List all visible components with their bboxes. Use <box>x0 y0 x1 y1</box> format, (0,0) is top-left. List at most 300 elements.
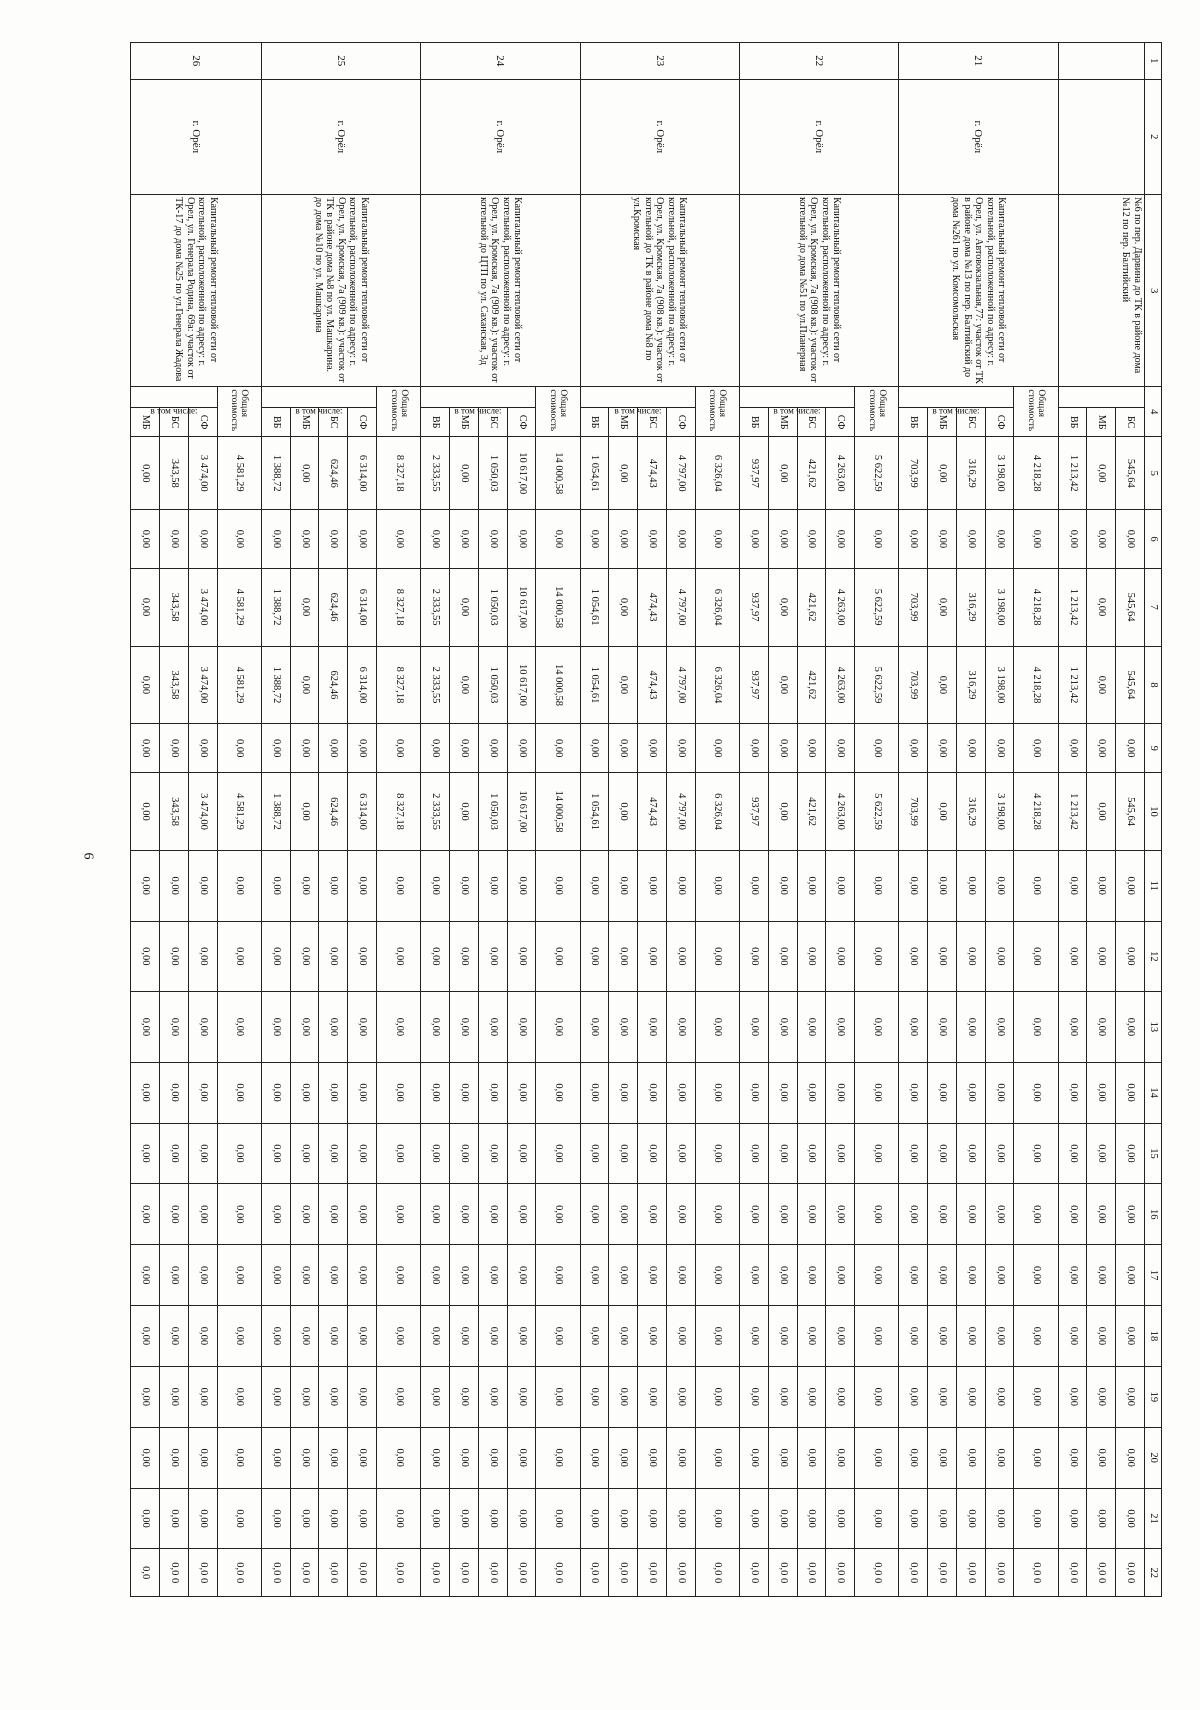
value-cell: 0,00 <box>609 1488 638 1549</box>
value-cell: 474,43 <box>638 437 667 510</box>
value-cell: 0,00 <box>666 1062 695 1123</box>
value-cell: 0,00 <box>160 724 189 773</box>
value-cell: 5 622,59 <box>855 568 899 646</box>
value-cell: 0,0 0 <box>768 1549 797 1597</box>
value-cell: 0,00 <box>768 1366 797 1427</box>
item-number: 24 <box>421 43 580 80</box>
value-cell: 0,00 <box>160 1245 189 1306</box>
value-cell: 0,00 <box>131 1306 160 1367</box>
value-cell: 0,00 <box>1087 1184 1116 1245</box>
value-cell: 0,00 <box>217 1184 261 1245</box>
value-cell: 0,00 <box>377 992 421 1063</box>
value-cell: 0,00 <box>421 1184 450 1245</box>
value-cell: 703,99 <box>899 646 928 724</box>
value-cell: 0,00 <box>899 1245 928 1306</box>
value-cell: 0,00 <box>160 1366 189 1427</box>
value-cell: 0,00 <box>855 1488 899 1549</box>
value-cell: 1 054,61 <box>580 646 609 724</box>
value-cell: 1 213,42 <box>1058 646 1087 724</box>
value-cell: 0,00 <box>131 724 160 773</box>
value-cell: 3 198,00 <box>985 568 1014 646</box>
value-cell: 0,00 <box>1116 724 1145 773</box>
value-cell: 0,00 <box>160 1488 189 1549</box>
value-cell: 0,00 <box>638 1427 667 1488</box>
value-cell: 0,0 0 <box>928 1549 957 1597</box>
value-cell: 0,00 <box>928 773 957 851</box>
column-number: 18 <box>1145 1306 1162 1367</box>
value-cell: 1 213,42 <box>1058 773 1087 851</box>
value-cell: 0,00 <box>450 568 479 646</box>
column-number: 10 <box>1145 773 1162 851</box>
including-label <box>421 387 536 416</box>
value-cell: 0,00 <box>217 1062 261 1123</box>
value-cell: 0,00 <box>450 1427 479 1488</box>
value-cell: 0,00 <box>536 1366 580 1427</box>
value-cell: 0,00 <box>290 1062 319 1123</box>
value-cell: 0,00 <box>956 1184 985 1245</box>
funding-source: БС <box>319 408 348 437</box>
value-cell: 0,00 <box>348 850 377 921</box>
value-cell: 0,00 <box>188 1123 217 1184</box>
value-cell: 0,00 <box>478 1062 507 1123</box>
value-cell: 0,00 <box>290 646 319 724</box>
value-cell: 0,00 <box>1087 1427 1116 1488</box>
value-cell: 4 797,00 <box>666 773 695 851</box>
value-cell: 0,00 <box>768 1062 797 1123</box>
value-cell: 0,00 <box>377 1366 421 1427</box>
funding-source: СФ <box>826 408 855 437</box>
value-cell: 0,00 <box>319 992 348 1063</box>
value-cell: 0,0 0 <box>1116 1549 1145 1597</box>
value-cell: 624,46 <box>319 646 348 724</box>
value-cell: 0,0 0 <box>1058 1549 1087 1597</box>
value-cell: 0,00 <box>855 992 899 1063</box>
rotated-table-container <box>130 42 1162 1597</box>
value-cell: 0,00 <box>536 1123 580 1184</box>
value-cell: 1 388,72 <box>261 773 290 851</box>
value-cell: 6 326,04 <box>695 646 739 724</box>
value-cell: 0,00 <box>1014 510 1058 568</box>
value-cell: 0,00 <box>638 510 667 568</box>
value-cell: 0,00 <box>131 437 160 510</box>
item-number-cell <box>1058 43 1144 80</box>
value-cell: 0,00 <box>826 1366 855 1427</box>
value-cell: 0,00 <box>450 1123 479 1184</box>
value-cell: 0,00 <box>797 1245 826 1306</box>
value-cell: 0,00 <box>1087 1488 1116 1549</box>
value-cell: 0,00 <box>319 510 348 568</box>
value-cell: 0,0 0 <box>826 1549 855 1597</box>
value-cell: 0,00 <box>261 1427 290 1488</box>
table-row <box>855 43 899 1597</box>
value-cell: 0,00 <box>797 921 826 992</box>
value-cell: 0,00 <box>928 1306 957 1367</box>
table-row <box>217 43 261 1597</box>
value-cell: 0,00 <box>1087 568 1116 646</box>
value-cell: 0,00 <box>1014 1488 1058 1549</box>
value-cell: 0,00 <box>131 1245 160 1306</box>
value-cell: 0,00 <box>348 724 377 773</box>
value-cell: 0,00 <box>478 992 507 1063</box>
value-cell: 624,46 <box>319 437 348 510</box>
value-cell: 0,00 <box>855 850 899 921</box>
value-cell: 0,00 <box>1087 1062 1116 1123</box>
value-cell: 10 617,00 <box>507 437 536 510</box>
value-cell: 316,29 <box>956 437 985 510</box>
value-cell: 1 050,03 <box>478 437 507 510</box>
value-cell: 0,00 <box>638 1488 667 1549</box>
value-cell: 0,00 <box>1058 1062 1087 1123</box>
value-cell: 0,00 <box>1116 1062 1145 1123</box>
value-cell: 545,64 <box>1116 646 1145 724</box>
including-label-text: в том числе: <box>773 405 821 416</box>
value-cell: 0,00 <box>421 1123 450 1184</box>
value-cell: 0,00 <box>739 1245 768 1306</box>
value-cell: 0,00 <box>985 1427 1014 1488</box>
value-cell: 0,00 <box>695 1245 739 1306</box>
value-cell: 0,00 <box>768 1123 797 1184</box>
value-cell: 0,00 <box>1116 1306 1145 1367</box>
value-cell: 0,0 0 <box>478 1549 507 1597</box>
value-cell: 0,00 <box>507 1184 536 1245</box>
value-cell: 0,00 <box>1058 1306 1087 1367</box>
value-cell: 0,00 <box>450 992 479 1063</box>
value-cell: 0,00 <box>826 510 855 568</box>
value-cell: 0,00 <box>1116 1184 1145 1245</box>
value-cell: 0,00 <box>536 510 580 568</box>
value-cell: 0,00 <box>1087 992 1116 1063</box>
value-cell: 0,00 <box>507 921 536 992</box>
funding-source: БС <box>160 408 189 437</box>
value-cell: 0,00 <box>160 921 189 992</box>
column-number: 8 <box>1145 646 1162 724</box>
value-cell: 0,00 <box>638 1062 667 1123</box>
value-cell: 0,00 <box>826 992 855 1063</box>
value-cell: 316,29 <box>956 646 985 724</box>
value-cell: 0,00 <box>739 724 768 773</box>
value-cell: 0,00 <box>261 1123 290 1184</box>
value-cell: 0,00 <box>478 724 507 773</box>
value-cell: 0,00 <box>421 992 450 1063</box>
value-cell: 0,00 <box>855 510 899 568</box>
value-cell: 0,00 <box>739 1184 768 1245</box>
value-cell: 0,00 <box>160 1184 189 1245</box>
value-cell: 0,00 <box>609 724 638 773</box>
value-cell: 0,00 <box>768 773 797 851</box>
value-cell: 0,00 <box>1058 510 1087 568</box>
value-cell: 0,00 <box>797 510 826 568</box>
value-cell: 0,00 <box>899 1062 928 1123</box>
value-cell: 0,00 <box>131 568 160 646</box>
value-cell: 1 050,03 <box>478 773 507 851</box>
value-cell: 421,62 <box>797 437 826 510</box>
value-cell: 0,00 <box>1116 992 1145 1063</box>
value-cell: 6 314,00 <box>348 773 377 851</box>
value-cell: 0,00 <box>348 992 377 1063</box>
value-cell: 0,00 <box>217 510 261 568</box>
value-cell: 0,0 <box>131 1549 160 1597</box>
value-cell: 0,00 <box>131 646 160 724</box>
value-cell: 0,00 <box>261 1245 290 1306</box>
value-cell: 0,00 <box>928 510 957 568</box>
value-cell: 0,00 <box>131 1488 160 1549</box>
item-number: 21 <box>899 43 1058 80</box>
value-cell: 2 333,55 <box>421 568 450 646</box>
value-cell: 14 000,58 <box>536 773 580 851</box>
value-cell: 0,00 <box>580 1184 609 1245</box>
value-cell: 0,00 <box>507 1427 536 1488</box>
value-cell: 0,00 <box>695 992 739 1063</box>
table-row <box>1116 43 1145 1597</box>
funding-source: МБ <box>290 408 319 437</box>
value-cell: 0,00 <box>450 850 479 921</box>
value-cell: 0,00 <box>638 992 667 1063</box>
value-cell: 0,00 <box>826 1488 855 1549</box>
value-cell: 0,00 <box>450 437 479 510</box>
column-number: 5 <box>1145 437 1162 510</box>
value-cell: 0,00 <box>1116 510 1145 568</box>
column-number: 12 <box>1145 921 1162 992</box>
value-cell: 0,00 <box>609 1062 638 1123</box>
column-number: 19 <box>1145 1366 1162 1427</box>
value-cell: 0,00 <box>319 1306 348 1367</box>
value-cell: 0,00 <box>1058 1123 1087 1184</box>
value-cell: 0,00 <box>478 510 507 568</box>
value-cell: 4 581,29 <box>217 568 261 646</box>
value-cell: 0,00 <box>261 1184 290 1245</box>
funding-source: БС <box>478 408 507 437</box>
value-cell: 0,00 <box>319 724 348 773</box>
value-cell: 0,00 <box>377 921 421 992</box>
value-cell: 0,00 <box>290 1366 319 1427</box>
value-cell: 6 314,00 <box>348 568 377 646</box>
value-cell: 0,00 <box>188 1366 217 1427</box>
value-cell: 0,00 <box>290 921 319 992</box>
value-cell: 0,00 <box>826 1306 855 1367</box>
value-cell: 0,00 <box>290 850 319 921</box>
value-cell: 0,00 <box>739 1062 768 1123</box>
value-cell: 0,00 <box>1087 1366 1116 1427</box>
value-cell: 0,00 <box>188 1184 217 1245</box>
value-cell: 0,00 <box>290 568 319 646</box>
value-cell: 0,00 <box>580 921 609 992</box>
value-cell: 0,00 <box>928 1062 957 1123</box>
value-cell: 0,00 <box>160 992 189 1063</box>
value-cell: 10 617,00 <box>507 773 536 851</box>
value-cell: 4 581,29 <box>217 437 261 510</box>
total-cost-label: Общая стоимость <box>1014 387 1058 437</box>
value-cell: 703,99 <box>899 568 928 646</box>
value-cell: 421,62 <box>797 773 826 851</box>
value-cell: 0,00 <box>290 510 319 568</box>
value-cell: 0,00 <box>478 1123 507 1184</box>
value-cell: 0,00 <box>638 1306 667 1367</box>
value-cell: 0,00 <box>217 1123 261 1184</box>
value-cell: 0,00 <box>377 1123 421 1184</box>
value-cell: 0,00 <box>768 921 797 992</box>
value-cell: 2 333,55 <box>421 437 450 510</box>
value-cell: 0,00 <box>1116 1366 1145 1427</box>
value-cell: 0,00 <box>985 1488 1014 1549</box>
value-cell: 0,00 <box>695 921 739 992</box>
value-cell: 1 388,72 <box>261 646 290 724</box>
value-cell: 0,00 <box>261 1306 290 1367</box>
value-cell: 0,00 <box>1058 1366 1087 1427</box>
value-cell: 0,00 <box>768 1488 797 1549</box>
value-cell: 343,58 <box>160 437 189 510</box>
item-number: 22 <box>739 43 898 80</box>
value-cell: 0,00 <box>985 1306 1014 1367</box>
value-cell: 0,00 <box>1014 1184 1058 1245</box>
value-cell: 0,00 <box>739 850 768 921</box>
value-cell: 0,00 <box>695 510 739 568</box>
value-cell: 0,00 <box>580 1123 609 1184</box>
value-cell: 0,00 <box>421 724 450 773</box>
value-cell: 0,0 0 <box>507 1549 536 1597</box>
value-cell: 0,00 <box>217 1245 261 1306</box>
value-cell: 0,00 <box>131 850 160 921</box>
value-cell: 0,00 <box>580 850 609 921</box>
value-cell: 0,00 <box>290 437 319 510</box>
value-cell: 0,00 <box>956 1306 985 1367</box>
value-cell: 0,0 0 <box>421 1549 450 1597</box>
value-cell: 0,00 <box>188 1245 217 1306</box>
funding-source: БС <box>1116 408 1145 437</box>
value-cell: 3 474,00 <box>188 646 217 724</box>
funding-source: ВБ <box>1058 408 1087 437</box>
repair-program-table <box>130 42 1162 1597</box>
value-cell: 0,00 <box>1014 1427 1058 1488</box>
value-cell: 14 000,58 <box>536 437 580 510</box>
value-cell: 0,00 <box>797 992 826 1063</box>
value-cell: 0,00 <box>826 1427 855 1488</box>
item-number: 23 <box>580 43 739 80</box>
value-cell: 0,00 <box>739 992 768 1063</box>
value-cell: 0,00 <box>666 1123 695 1184</box>
value-cell: 0,00 <box>1014 850 1058 921</box>
value-cell: 6 326,04 <box>695 437 739 510</box>
value-cell: 0,00 <box>609 992 638 1063</box>
funding-source: МБ <box>131 408 160 437</box>
total-cost-label: Общая стоимость <box>855 387 899 437</box>
column-number: 21 <box>1145 1488 1162 1549</box>
value-cell: 0,00 <box>1087 773 1116 851</box>
value-cell: 0,00 <box>695 724 739 773</box>
item-description: Капитальный ремонт тепловой сети от котельной, расположенной по адресу: г. Орел, ул. Автовокзальная,77: участок от ТК в районе дома №13 по пер. Балтийский до дома №261 по ул. Комсомольская <box>899 195 1058 387</box>
value-cell: 0,00 <box>131 773 160 851</box>
column-number: 4 <box>1145 387 1162 437</box>
value-cell: 0,00 <box>609 850 638 921</box>
value-cell: 0,00 <box>478 1488 507 1549</box>
item-city: г. Орёл <box>899 79 1058 195</box>
item-city: г. Орёл <box>261 79 420 195</box>
value-cell: 0,00 <box>536 724 580 773</box>
value-cell: 0,00 <box>536 1184 580 1245</box>
value-cell: 0,00 <box>666 850 695 921</box>
value-cell: 1 050,03 <box>478 568 507 646</box>
value-cell: 0,00 <box>768 1427 797 1488</box>
value-cell: 10 617,00 <box>507 646 536 724</box>
value-cell: 0,0 0 <box>666 1549 695 1597</box>
value-cell: 0,0 0 <box>188 1549 217 1597</box>
value-cell: 0,00 <box>826 850 855 921</box>
value-cell: 0,00 <box>421 1488 450 1549</box>
value-cell: 0,00 <box>956 1062 985 1123</box>
value-cell: 0,0 0 <box>638 1549 667 1597</box>
value-cell: 14 000,58 <box>536 568 580 646</box>
value-cell: 0,0 0 <box>1014 1549 1058 1597</box>
value-cell: 0,00 <box>695 1427 739 1488</box>
value-cell: 0,00 <box>131 1366 160 1427</box>
value-cell: 0,00 <box>536 1062 580 1123</box>
value-cell: 0,0 0 <box>609 1549 638 1597</box>
value-cell: 0,00 <box>188 1306 217 1367</box>
value-cell: 0,00 <box>261 1488 290 1549</box>
value-cell: 0,00 <box>507 1306 536 1367</box>
value-cell: 0,00 <box>855 1306 899 1367</box>
value-cell: 0,00 <box>421 1062 450 1123</box>
value-cell: 0,00 <box>609 773 638 851</box>
table-row <box>695 43 739 1597</box>
value-cell: 0,00 <box>1116 850 1145 921</box>
value-cell: 0,00 <box>478 1366 507 1427</box>
value-cell: 8 327,18 <box>377 568 421 646</box>
value-cell: 0,00 <box>899 992 928 1063</box>
value-cell: 0,0 0 <box>319 1549 348 1597</box>
item-description: Капитальный ремонт тепловой сети от котельной, расположенной по адресу: г. Орел, ул. Кромская, 7а (908 кв.): участок от котельной до дома №51 по ул.Планерная <box>739 195 898 387</box>
column-number: 9 <box>1145 724 1162 773</box>
including-label <box>580 387 695 416</box>
value-cell: 1 213,42 <box>1058 568 1087 646</box>
funding-source: СФ <box>985 408 1014 437</box>
column-number: 3 <box>1145 195 1162 387</box>
value-cell: 4 797,00 <box>666 437 695 510</box>
value-cell: 0,00 <box>739 1366 768 1427</box>
value-cell: 0,00 <box>160 1427 189 1488</box>
row-label <box>1058 387 1144 408</box>
including-label-text: в том числе: <box>614 405 662 416</box>
table-row <box>536 43 580 1597</box>
value-cell: 0,00 <box>188 1427 217 1488</box>
value-cell: 5 622,59 <box>855 773 899 851</box>
value-cell: 0,00 <box>1087 646 1116 724</box>
value-cell: 0,00 <box>666 992 695 1063</box>
value-cell: 0,0 0 <box>956 1549 985 1597</box>
column-number: 2 <box>1145 79 1162 195</box>
value-cell: 0,00 <box>536 850 580 921</box>
funding-source: БС <box>956 408 985 437</box>
value-cell: 0,00 <box>188 921 217 992</box>
value-cell: 0,00 <box>956 1366 985 1427</box>
value-cell: 0,00 <box>507 1062 536 1123</box>
value-cell: 0,00 <box>217 1488 261 1549</box>
funding-source: МБ <box>450 408 479 437</box>
value-cell: 0,00 <box>536 992 580 1063</box>
column-number: 20 <box>1145 1427 1162 1488</box>
value-cell: 474,43 <box>638 646 667 724</box>
value-cell: 0,00 <box>261 921 290 992</box>
value-cell: 5 622,59 <box>855 646 899 724</box>
value-cell: 0,00 <box>131 992 160 1063</box>
value-cell: 0,00 <box>797 1427 826 1488</box>
value-cell: 0,00 <box>478 921 507 992</box>
value-cell: 0,00 <box>985 921 1014 992</box>
value-cell: 0,00 <box>1116 1245 1145 1306</box>
value-cell: 1 213,42 <box>1058 437 1087 510</box>
value-cell: 0,00 <box>855 1184 899 1245</box>
value-cell: 0,00 <box>377 1062 421 1123</box>
value-cell: 0,00 <box>450 646 479 724</box>
